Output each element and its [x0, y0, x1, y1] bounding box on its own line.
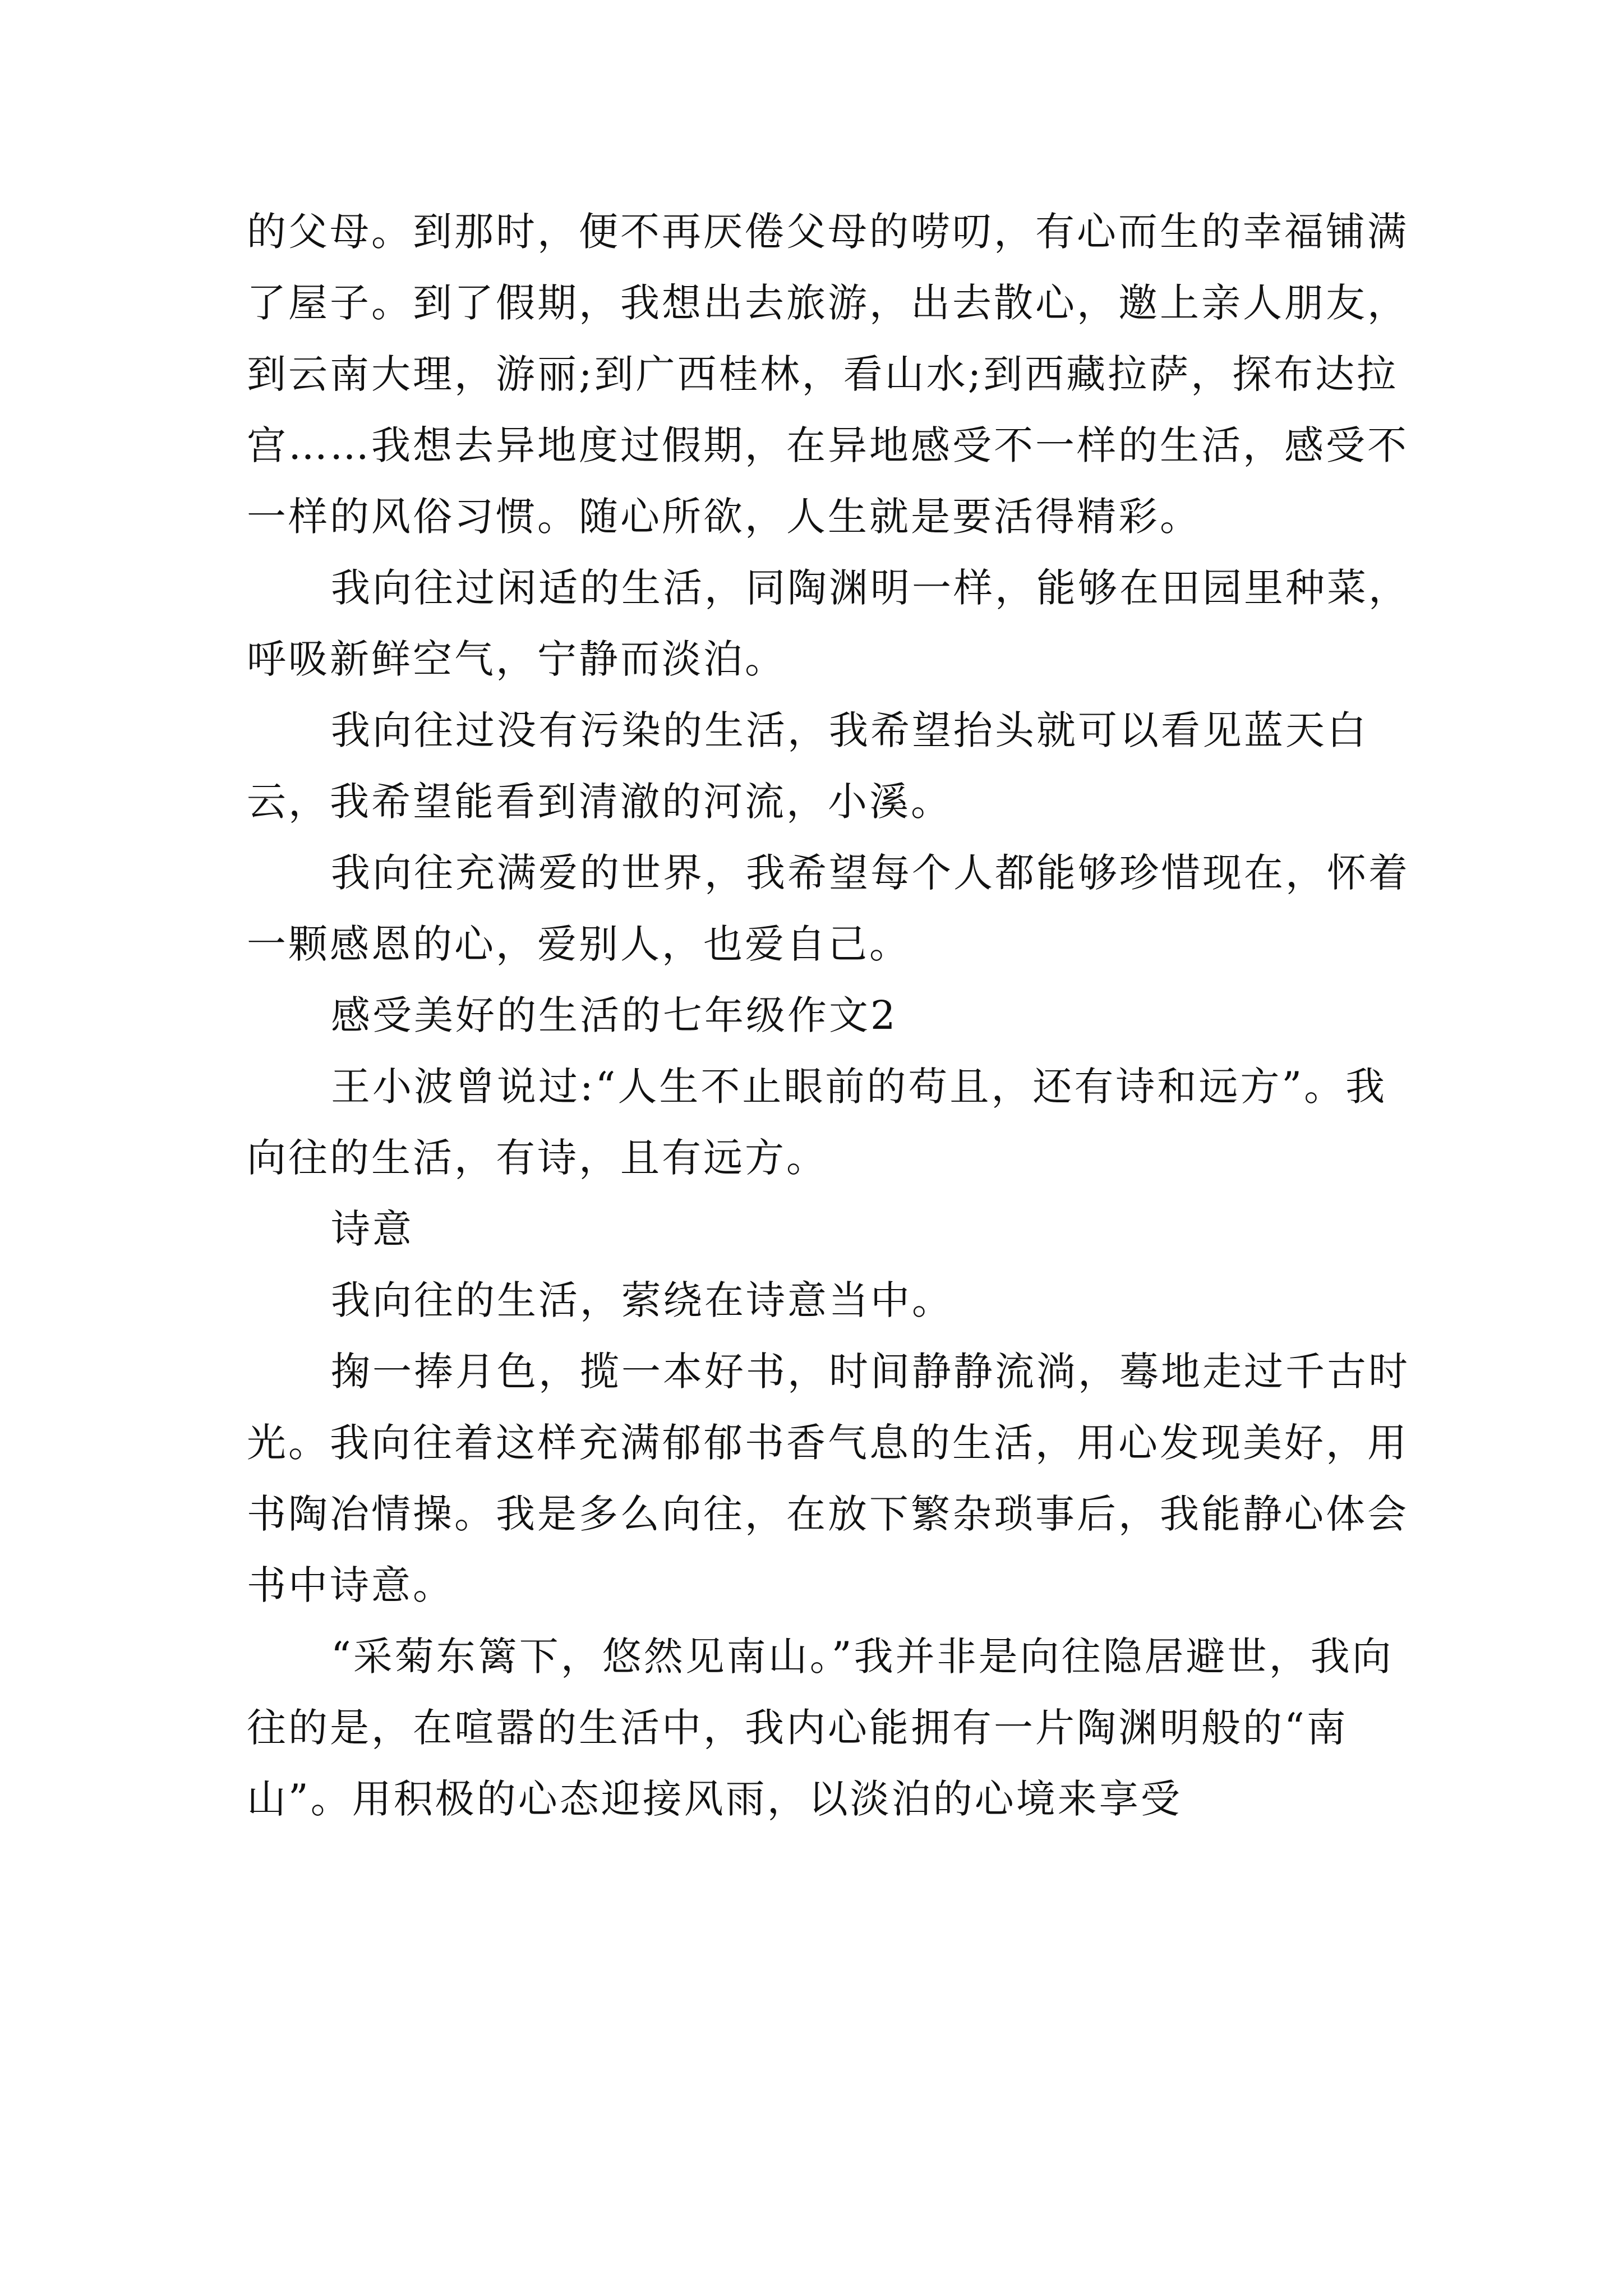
paragraph-chrysanthemum: “采菊东篱下，悠然见南山。”我并非是向往隐居避世，我向往的是，在喧嚣的生活中，我内心能拥有一片陶渊明般的“南山”。用积极的心态迎接风雨，以淡泊的心境来享受 [247, 1634, 1394, 1822]
paragraph-poetry-intro: 我向往的生活，萦绕在诗意当中。 [331, 1277, 953, 1323]
paragraph-leisure: 我向往过闲适的生活，同陶渊明一样，能够在田园里种菜，呼吸新鲜空气，宁静而淡泊。 [247, 565, 1410, 682]
paragraph-moonlight: 掬一捧月色，揽一本好书，时间静静流淌，蓦地走过千古时光。我向往着这样充满郁郁书香气息的生活，用心发现美好，用书陶冶情操。我是多么向往，在放下繁杂琐事后，我能静心体会书中诗意。 [247, 1349, 1410, 1608]
paragraph-love: 我向往充满爱的世界，我希望每个人都能够珍惜现在，怀着一颗感恩的心，爱别人，也爱自己。 [247, 850, 1410, 967]
paragraph-no-pollution: 我向往过没有污染的生活，我希望抬头就可以看见蓝天白云，我希望能看到清澈的河流，小溪。 [247, 707, 1368, 825]
document-body [247, 196, 1424, 1835]
paragraph-quote: 王小波曾说过:“人生不止眼前的苟且，还有诗和远方”。我向往的生活，有诗，且有远方。 [247, 1064, 1387, 1181]
essay-title-2: 感受美好的生活的七年级作文2 [331, 992, 898, 1038]
paragraph-continued: 的父母。到那时，便不再厌倦父母的唠叨，有心而生的幸福铺满了屋子。到了假期，我想出去旅游，出去散心，邀上亲人朋友，到云南大理，游丽;到广西桂林，看山水;到西藏拉萨，探布达拉宫……我想去异地度过假期，在异地感受不一样的生活，感受不一样的风俗习惯。随心所欲，人生就是要活得精彩。 [247, 209, 1409, 540]
section-heading-poetry: 诗意 [331, 1206, 414, 1252]
